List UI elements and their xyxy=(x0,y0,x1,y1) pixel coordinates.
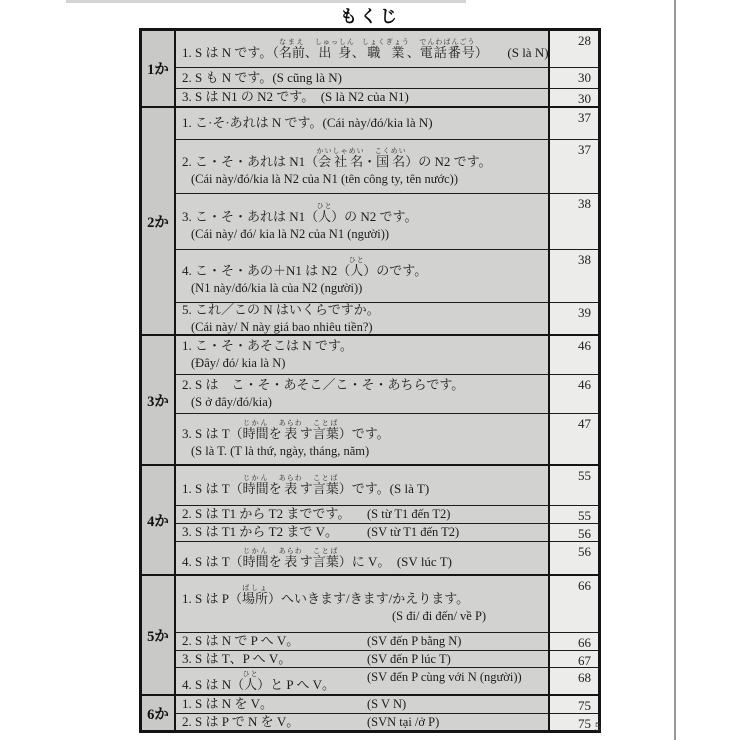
japanese-line xyxy=(182,378,544,393)
grammar-pattern-cell xyxy=(176,633,548,650)
vietnamese-translation: (SV đến P cùng với N (người)) xyxy=(367,669,522,684)
vietnamese-translation: (SV đến P lúc T) xyxy=(367,651,451,666)
toc-row xyxy=(176,139,598,193)
grammar-pattern-cell xyxy=(176,194,548,249)
kanji-with-furigana: 表あらわ xyxy=(278,546,303,569)
vietnamese-translation: (SVN tại /ở P) xyxy=(367,714,440,729)
kanji-with-furigana: 時間じかん xyxy=(242,546,269,569)
page-number: 68 xyxy=(548,668,598,694)
kanji-with-furigana: 時間じかん xyxy=(242,419,269,442)
japanese-text: 4. S は T（時間じかんを表あらわす言葉ことば）に V。 (SV lúc T) xyxy=(182,546,452,569)
japanese-text: 3. S は N1 の N2 です。 (S là N2 của N1) xyxy=(182,89,409,105)
page-number: 46 xyxy=(548,336,598,374)
page-number: 75 xyxy=(548,714,598,730)
page-number: 38 xyxy=(548,250,598,302)
toc-row xyxy=(176,713,598,730)
kanji-with-furigana: 場所ばしょ xyxy=(241,584,268,607)
lesson-group-2 xyxy=(142,106,598,334)
toc-row xyxy=(176,667,598,694)
kanji-with-furigana: 人ひと xyxy=(348,256,365,279)
grammar-pattern-cell xyxy=(176,414,548,464)
grammar-pattern-cell xyxy=(176,651,548,667)
japanese-line xyxy=(182,419,544,442)
lesson-group-rows xyxy=(176,466,598,574)
toc-row xyxy=(176,466,598,505)
japanese-line xyxy=(182,303,544,318)
vietnamese-line: (S là T. (T là thứ, ngày, tháng, năm) xyxy=(191,444,370,459)
japanese-text: 1. こ·そ·あれは N です。(Cái này/đó/kia là N) xyxy=(182,115,433,131)
page-number: 39 xyxy=(548,303,598,334)
vietnamese-line: (Đây/ đó/ kia là N) xyxy=(191,356,286,371)
toc-row xyxy=(176,696,598,713)
japanese-text: 2. S は T1 から T2 までです。 xyxy=(182,506,351,522)
toc-row xyxy=(176,88,598,106)
japanese-text: 3. S は T1 から T2 まで V。 xyxy=(182,524,339,540)
kanji-with-furigana: 職業しょくぎょう xyxy=(361,37,410,60)
page-number: 46 xyxy=(548,375,598,413)
japanese-text: 1. S は N を V。 xyxy=(182,696,274,712)
japanese-text: 4. S は N（人ひと）と P へ V。 xyxy=(182,669,336,692)
japanese-line xyxy=(182,715,544,730)
toc-table xyxy=(139,28,601,733)
page-number: 75 xyxy=(548,696,598,713)
lesson-group-4 xyxy=(142,464,598,574)
kanji-with-furigana: 言葉ことば xyxy=(312,546,339,569)
japanese-line xyxy=(182,525,544,540)
footer-page-number: 5 xyxy=(594,719,602,734)
vietnamese-line: (S ở đây/đó/kia) xyxy=(191,395,272,410)
grammar-pattern-cell xyxy=(176,336,548,374)
toc-row xyxy=(176,413,598,464)
japanese-text: 2. S は P で N を V。 xyxy=(182,713,300,729)
japanese-line xyxy=(182,634,544,649)
vietnamese-line: (N1 này/đó/kia là của N2 (người)) xyxy=(191,281,363,296)
scan-edge-artifact-right xyxy=(674,0,676,740)
kanji-with-furigana: 会社名かいしゃめい xyxy=(316,146,365,169)
page-number: 37 xyxy=(548,140,598,193)
japanese-line xyxy=(182,256,544,279)
toc-row xyxy=(176,505,598,523)
vietnamese-line: (Cái này/đó/kia là N2 của N1 (tên công ty, tên nước)) xyxy=(191,171,459,186)
kanji-with-furigana: 言葉ことば xyxy=(312,419,339,442)
toc-row xyxy=(176,67,598,88)
japanese-line xyxy=(182,697,544,712)
grammar-pattern-cell xyxy=(176,303,548,334)
lesson-label: 6か xyxy=(142,696,176,730)
vietnamese-translation: (S từ T1 đến T2) xyxy=(367,507,451,522)
grammar-pattern-cell xyxy=(176,68,548,88)
toc-row xyxy=(176,193,598,249)
grammar-pattern-cell xyxy=(176,375,548,413)
lesson-group-rows xyxy=(176,336,598,464)
toc-row xyxy=(176,302,598,334)
lesson-group-1 xyxy=(142,31,598,106)
kanji-with-furigana: 名前なまえ xyxy=(278,37,305,60)
japanese-line xyxy=(182,474,544,497)
japanese-line xyxy=(182,547,544,570)
grammar-pattern-cell xyxy=(176,542,548,574)
grammar-pattern-cell xyxy=(176,668,548,694)
page-number: 67 xyxy=(548,651,598,667)
lesson-group-5 xyxy=(142,574,598,694)
vietnamese-line: (Cái này/ N này giá bao nhiêu tiền?) xyxy=(191,319,373,334)
japanese-text: 5. これ／この N はいくらですか。 xyxy=(182,301,380,317)
page-number: 55 xyxy=(548,466,598,505)
kanji-with-furigana: 表あらわ xyxy=(278,419,303,442)
kanji-with-furigana: 時間じかん xyxy=(242,474,269,497)
lesson-group-3 xyxy=(142,334,598,464)
toc-row xyxy=(176,576,598,632)
japanese-text: 3. S は T（時間じかんを表あらわす言葉ことば）です。 xyxy=(182,419,390,442)
japanese-line xyxy=(182,507,544,522)
kanji-with-furigana: 電話番号でんわばんごう xyxy=(419,37,476,60)
page-number: 55 xyxy=(548,506,598,523)
kanji-with-furigana: 言葉ことば xyxy=(312,474,339,497)
kanji-with-furigana: 表あらわ xyxy=(278,474,303,497)
toc-row xyxy=(176,523,598,541)
page-number: 66 xyxy=(548,633,598,650)
vietnamese-line: (Cái này/ đó/ kia là N2 của N1 (người)) xyxy=(191,226,390,241)
japanese-line xyxy=(182,652,544,667)
japanese-text: 2. S も N です。(S cũng là N) xyxy=(182,69,343,85)
vietnamese-translation: (SV từ T1 đến T2) xyxy=(367,525,460,540)
toc-row xyxy=(176,31,598,67)
vietnamese-translation: (SV đến P bằng N) xyxy=(367,634,462,649)
japanese-line xyxy=(182,37,549,61)
japanese-line xyxy=(182,670,544,693)
grammar-pattern-cell xyxy=(176,140,548,193)
page-number: 30 xyxy=(548,68,598,88)
grammar-pattern-cell xyxy=(176,576,548,632)
toc-row xyxy=(176,336,598,374)
japanese-text: 1. S は T（時間じかんを表あらわす言葉ことば）です。(S là T) xyxy=(182,474,430,497)
japanese-text: 2. こ・そ・あれは N1（会社名かいしゃめい・国名こくめい）の N2 です。 xyxy=(182,146,492,169)
kanji-with-furigana: 国名こくめい xyxy=(374,146,407,169)
page-number: 30 xyxy=(548,89,598,106)
lesson-group-rows xyxy=(176,696,598,730)
japanese-line xyxy=(182,90,544,105)
grammar-pattern-cell xyxy=(176,466,548,505)
japanese-text: 2. S は こ・そ・あそこ／こ・そ・あちらです。 xyxy=(182,377,465,393)
kanji-with-furigana: 人ひと xyxy=(316,201,333,224)
page-number: 56 xyxy=(548,542,598,574)
vietnamese-translation: (S V N) xyxy=(367,697,407,712)
japanese-text: 2. S は N で P へ V。 xyxy=(182,633,300,649)
page-number: 38 xyxy=(548,194,598,249)
toc-row xyxy=(176,249,598,302)
lesson-label: 3か xyxy=(142,336,176,464)
lesson-group-rows xyxy=(176,31,598,106)
vietnamese-translation: (S đi/ đi đến/ về P) xyxy=(392,608,487,623)
lesson-group-rows xyxy=(176,108,598,334)
vietnamese-line xyxy=(182,609,544,624)
japanese-text: 3. S は T、P へ V。 xyxy=(182,650,292,666)
grammar-pattern-cell xyxy=(176,89,548,106)
lesson-label: 4か xyxy=(142,466,176,574)
lesson-label: 5か xyxy=(142,576,176,694)
grammar-pattern-cell xyxy=(176,31,548,67)
page-number: 28 xyxy=(548,31,598,67)
japanese-line xyxy=(182,584,544,607)
toc-row xyxy=(176,541,598,574)
kanji-with-furigana: 人ひと xyxy=(242,669,259,692)
toc-row xyxy=(176,374,598,413)
grammar-pattern-cell xyxy=(176,524,548,541)
toc-row xyxy=(176,108,598,139)
japanese-line xyxy=(182,202,544,225)
toc-row xyxy=(176,650,598,667)
japanese-text: 1. S は N です。（名前なまえ、出身しゅっしん、職業しょくぎょう、電話番号でんわばんごう） (S là N) xyxy=(182,37,549,60)
grammar-pattern-cell xyxy=(176,108,548,139)
page-number: 66 xyxy=(548,576,598,632)
kanji-with-furigana: 出身しゅっしん xyxy=(314,37,355,60)
japanese-line xyxy=(182,71,544,86)
japanese-text: 3. こ・そ・あれは N1（人ひと）の N2 です。 xyxy=(182,201,418,224)
page-number: 37 xyxy=(548,108,598,139)
japanese-text: 1. S は P（場所ばしょ）へいきます/きます/かえります。 xyxy=(182,584,470,607)
lesson-group-rows xyxy=(176,576,598,694)
page-number: 47 xyxy=(548,414,598,464)
lesson-label: 1か xyxy=(142,31,176,106)
japanese-line xyxy=(182,116,544,131)
toc-row xyxy=(176,632,598,650)
page-title: もくじ xyxy=(340,7,400,26)
grammar-pattern-cell xyxy=(176,506,548,523)
page-number: 56 xyxy=(548,524,598,541)
japanese-text: 1. こ・そ・あそこは N です。 xyxy=(182,338,353,354)
lesson-group-6 xyxy=(142,694,598,730)
grammar-pattern-cell xyxy=(176,696,548,713)
japanese-line xyxy=(182,339,544,354)
lesson-label: 2か xyxy=(142,108,176,334)
japanese-line xyxy=(182,147,544,170)
japanese-text: 4. こ・そ・あの＋N1 は N2（人ひと）のです。 xyxy=(182,256,428,279)
grammar-pattern-cell xyxy=(176,250,548,302)
grammar-pattern-cell xyxy=(176,714,548,730)
